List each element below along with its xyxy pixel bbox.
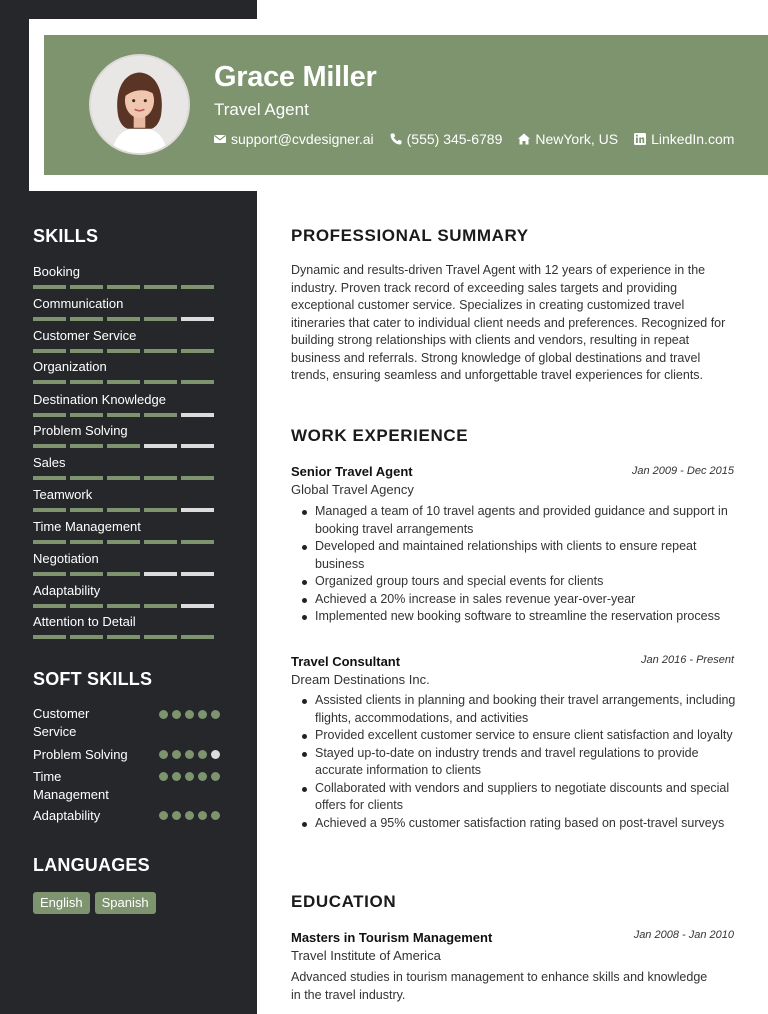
skill-label: Sales (33, 455, 66, 470)
skill-level-segment (107, 349, 140, 353)
languages-heading: LANGUAGES (33, 855, 150, 875)
list-item: Collaborated with vendors and suppliers to negotiate discounts and special offers for clients (315, 780, 740, 815)
skill-level-bars (33, 508, 223, 512)
education-date: Jan 2008 - Jan 2010 (633, 929, 734, 941)
skill-level-segment (107, 317, 140, 321)
skill-level-segment (33, 540, 66, 544)
rating-dot (172, 811, 181, 820)
skill-level-segment (144, 285, 177, 289)
skill-level-segment (70, 317, 103, 321)
skill-row (33, 519, 223, 544)
rating-dot (172, 710, 181, 719)
rating-dot (159, 710, 168, 719)
rating-dot (185, 772, 194, 781)
soft-skill-rating (159, 710, 220, 719)
rating-dot (198, 750, 207, 759)
skill-level-segment (107, 635, 140, 639)
list-item: Managed a team of 10 travel agents and provided guidance and support in booking travel arrangements (315, 503, 740, 538)
degree-title: Masters in Tourism Management (291, 930, 493, 945)
skill-level-segment (70, 285, 103, 289)
contact-email[interactable] (213, 131, 374, 147)
skill-row (33, 551, 223, 576)
rating-dot (198, 772, 207, 781)
skill-level-segment (181, 508, 214, 512)
skill-level-segment (33, 444, 66, 448)
skill-level-segment (33, 476, 66, 480)
language-tag: Spanish (95, 892, 156, 914)
skill-level-segment (181, 380, 214, 384)
skill-label: Problem Solving (33, 423, 128, 438)
soft-skill-rating (159, 772, 220, 781)
skill-row (33, 614, 223, 639)
rating-dot (172, 772, 181, 781)
home-icon (517, 132, 531, 146)
contact-email-text: support@cvdesigner.ai (231, 131, 374, 147)
skill-level-segment (181, 635, 214, 639)
experience-heading: WORK EXPERIENCE (291, 426, 469, 445)
linkedin-icon (633, 132, 647, 146)
skill-level-segment (144, 508, 177, 512)
skill-level-segment (181, 317, 214, 321)
school-name: Travel Institute of America (291, 948, 441, 963)
skill-level-segment (144, 380, 177, 384)
skill-level-segment (70, 413, 103, 417)
soft-skill-row (33, 746, 223, 764)
skill-label: Destination Knowledge (33, 392, 166, 407)
profile-photo-illustration (91, 56, 188, 153)
contact-location-text: NewYork, US (535, 131, 619, 147)
skill-level-segment (144, 317, 177, 321)
skill-level-bars (33, 476, 223, 480)
rating-dot (185, 811, 194, 820)
skill-row (33, 264, 223, 289)
job-title: Travel Consultant (291, 654, 401, 669)
skill-label: Time Management (33, 519, 141, 534)
contact-phone-text: (555) 345-6789 (406, 131, 503, 147)
contact-list (213, 131, 749, 147)
skill-level-segment (33, 317, 66, 321)
skill-level-segment (107, 572, 140, 576)
skill-level-segment (144, 476, 177, 480)
rating-dot (172, 750, 181, 759)
skill-level-segment (144, 635, 177, 639)
candidate-name: Grace Miller (214, 61, 377, 93)
language-tag: English (33, 892, 90, 914)
soft-skill-rating (159, 750, 220, 759)
skill-label: Customer Service (33, 328, 137, 343)
list-item: Stayed up-to-date on industry trends and travel regulations to provide accurate information to clients (315, 745, 740, 780)
rating-dot (211, 710, 220, 719)
skill-level-segment (144, 604, 177, 608)
skill-level-segment (181, 285, 214, 289)
skill-level-segment (107, 540, 140, 544)
rating-dot (159, 811, 168, 820)
phone-icon (389, 132, 403, 146)
skill-level-segment (181, 572, 214, 576)
skill-level-segment (181, 476, 214, 480)
skill-row (33, 455, 223, 480)
skill-level-segment (33, 413, 66, 417)
soft-skills-heading: SOFT SKILLS (33, 669, 153, 689)
skill-level-segment (181, 604, 214, 608)
skill-label: Attention to Detail (33, 614, 136, 629)
summary-heading: PROFESSIONAL SUMMARY (291, 226, 529, 245)
envelope-icon (213, 132, 227, 146)
skill-level-segment (181, 349, 214, 353)
list-item: Provided excellent customer service to ensure client satisfaction and loyalty (315, 727, 740, 745)
rating-dot (159, 750, 168, 759)
skills-heading: SKILLS (33, 226, 99, 246)
skill-level-segment (107, 413, 140, 417)
profile-photo (89, 54, 190, 155)
skill-level-segment (181, 540, 214, 544)
skill-level-segment (144, 413, 177, 417)
soft-skill-label: Customer Service (33, 706, 90, 739)
soft-skill-row (33, 807, 223, 825)
soft-skill-label: Time Management (33, 769, 109, 802)
summary-text: Dynamic and results-driven Travel Agent with 12 years of experience in the industry. Proven track record of exceeding sales targets and providing exceptional customer service. Specializes in creating customized travel itineraries that cater to individual client needs and preferences. Recognized for building strong relationships with clients and vendors, resulting in repeat business and referrals. Strong knowledge of global destinations and travel trends, ensuring seamless and unforgettable travel experiences for clients. (291, 263, 726, 382)
skill-label: Organization (33, 359, 107, 374)
skill-level-segment (107, 604, 140, 608)
skill-level-bars (33, 572, 223, 576)
job-date: Jan 2009 - Dec 2015 (631, 465, 734, 477)
skill-level-segment (144, 572, 177, 576)
skill-level-segment (33, 572, 66, 576)
job-title: Senior Travel Agent (291, 464, 413, 479)
skill-label: Teamwork (33, 487, 93, 502)
rating-dot (159, 772, 168, 781)
skill-level-segment (70, 380, 103, 384)
soft-skill-row (33, 768, 223, 804)
skill-level-bars (33, 380, 223, 384)
list-item: Achieved a 95% customer satisfaction rating based on post-travel surveys (315, 815, 740, 833)
skill-row (33, 487, 223, 512)
job-company: Global Travel Agency (291, 482, 414, 497)
skill-level-segment (107, 444, 140, 448)
skill-level-bars (33, 285, 223, 289)
skill-level-bars (33, 444, 223, 448)
job-date: Jan 2016 - Present (641, 654, 734, 666)
rating-dot (211, 772, 220, 781)
skill-level-segment (107, 285, 140, 289)
rating-dot (211, 811, 220, 820)
skill-level-segment (70, 349, 103, 353)
skill-level-segment (70, 635, 103, 639)
job-bullets (315, 503, 740, 626)
skill-row (33, 359, 223, 384)
job-bullets (315, 692, 740, 832)
skill-level-segment (107, 476, 140, 480)
rating-dot (185, 750, 194, 759)
skill-level-bars (33, 635, 223, 639)
skill-row (33, 423, 223, 448)
skill-level-bars (33, 540, 223, 544)
skill-level-segment (70, 476, 103, 480)
list-item: Developed and maintained relationships with clients to ensure repeat business (315, 538, 740, 573)
contact-linkedin[interactable] (633, 131, 734, 147)
rating-dot (198, 811, 207, 820)
skill-level-bars (33, 349, 223, 353)
skill-level-segment (181, 413, 214, 417)
job-company: Dream Destinations Inc. (291, 672, 430, 687)
soft-skill-row (33, 705, 223, 741)
list-item: Achieved a 20% increase in sales revenue year-over-year (315, 591, 740, 609)
skill-level-segment (144, 540, 177, 544)
rating-dot (198, 710, 207, 719)
language-tags (33, 892, 156, 914)
skill-label: Negotiation (33, 551, 99, 566)
skill-level-bars (33, 604, 223, 608)
skill-level-segment (33, 349, 66, 353)
skill-level-segment (33, 380, 66, 384)
skill-level-segment (33, 604, 66, 608)
soft-skill-label: Adaptability (33, 808, 101, 823)
skill-row (33, 583, 223, 608)
contact-phone[interactable] (389, 131, 503, 147)
education-heading: EDUCATION (291, 892, 397, 911)
list-item: Implemented new booking software to streamline the reservation process (315, 608, 740, 626)
skill-level-segment (33, 635, 66, 639)
skill-level-segment (181, 444, 214, 448)
skill-label: Adaptability (33, 583, 101, 598)
contact-location (517, 131, 618, 147)
skill-row (33, 328, 223, 353)
soft-skill-rating (159, 811, 220, 820)
skill-level-segment (107, 508, 140, 512)
skill-label: Communication (33, 296, 124, 311)
skill-level-segment (33, 508, 66, 512)
rating-dot (185, 710, 194, 719)
skill-row (33, 296, 223, 321)
skill-level-segment (70, 508, 103, 512)
contact-linkedin-text: LinkedIn.com (651, 131, 735, 147)
education-description: Advanced studies in tourism management to enhance skills and knowledge in the travel industry. (291, 970, 708, 1002)
candidate-role: Travel Agent (214, 100, 309, 119)
rating-dot (211, 750, 220, 759)
skill-level-bars (33, 413, 223, 417)
list-item: Assisted clients in planning and booking their travel arrangements, including flights, accommodations, and activities (315, 692, 740, 727)
skill-level-segment (33, 285, 66, 289)
skill-level-segment (70, 444, 103, 448)
skill-label: Booking (33, 264, 80, 279)
skill-row (33, 392, 223, 417)
skill-level-segment (144, 444, 177, 448)
skill-level-segment (70, 604, 103, 608)
skill-level-segment (107, 380, 140, 384)
skill-level-segment (70, 572, 103, 576)
skill-level-bars (33, 317, 223, 321)
skill-level-segment (70, 540, 103, 544)
list-item: Organized group tours and special events for clients (315, 573, 740, 591)
skill-level-segment (144, 349, 177, 353)
soft-skill-label: Problem Solving (33, 747, 128, 762)
